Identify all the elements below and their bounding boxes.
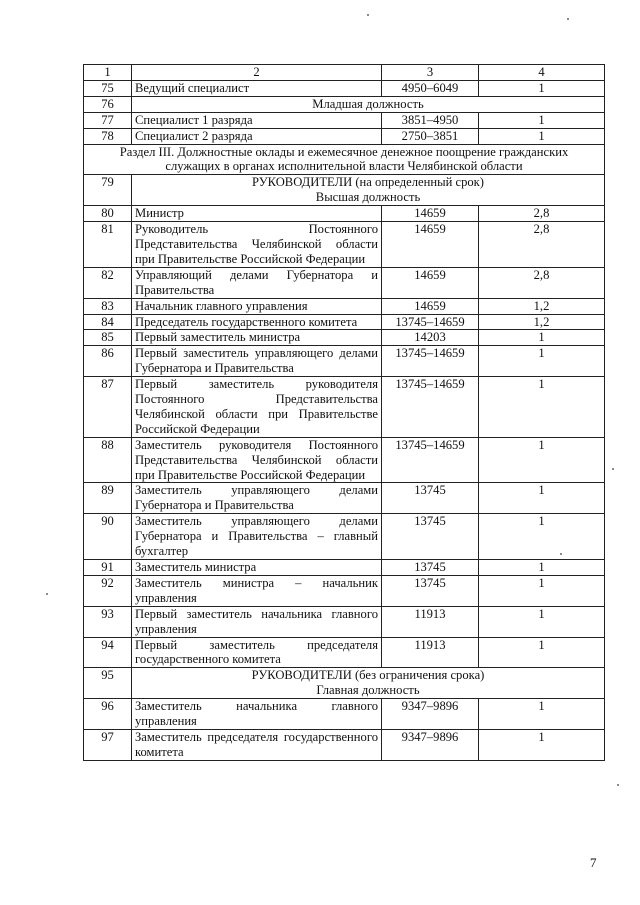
incentive-coefficient: 1: [479, 128, 605, 144]
incentive-coefficient: 1: [479, 80, 605, 96]
salary-range: 13745: [382, 483, 479, 514]
table-row: [84, 346, 605, 377]
salary-range: 14659: [382, 298, 479, 314]
incentive-coefficient: 1: [479, 637, 605, 668]
table-row: [84, 483, 605, 514]
row-number: 91: [84, 560, 132, 576]
salary-range: 13745–14659: [382, 377, 479, 438]
position-title: Управляющий делами Губернатора и Правительства: [132, 267, 382, 298]
scan-speck: [367, 14, 369, 16]
section-heading-line: РУКОВОДИТЕЛИ (на определенный срок): [252, 175, 484, 190]
row-number: 88: [84, 437, 132, 483]
row-number: 89: [84, 483, 132, 514]
salary-range: 2750–3851: [382, 128, 479, 144]
salary-range: 11913: [382, 606, 479, 637]
incentive-coefficient: 1: [479, 437, 605, 483]
salary-range: 13745: [382, 560, 479, 576]
header-col-2: 2: [132, 65, 382, 81]
table-row: [84, 699, 605, 730]
position-title: Первый заместитель министра: [132, 330, 382, 346]
incentive-coefficient: 2,8: [479, 222, 605, 268]
salary-range: 9347–9896: [382, 699, 479, 730]
row-number: 87: [84, 377, 132, 438]
salary-table: [83, 64, 605, 761]
position-title: Заместитель руководителя Постоянного Представительства Челябинской области при Правительстве Российской Федерации: [132, 437, 382, 483]
section-row: [84, 668, 605, 699]
header-col-3: 3: [382, 65, 479, 81]
incentive-coefficient: 1: [479, 699, 605, 730]
row-number: 97: [84, 729, 132, 760]
section-heading: [132, 96, 605, 112]
incentive-coefficient: 1: [479, 514, 605, 560]
section-row: [84, 175, 605, 206]
section-heading: [132, 175, 605, 206]
section-heading-line: РУКОВОДИТЕЛИ (без ограничения срока): [251, 668, 485, 683]
position-title: Заместитель председателя государственного комитета: [132, 729, 382, 760]
incentive-coefficient: 2,8: [479, 267, 605, 298]
position-title: Первый заместитель руководителя Постоянного Представительства Челябинской области при Правительстве Российской Федерации: [132, 377, 382, 438]
section-heading-line: Главная должность: [316, 683, 420, 698]
table-row: [84, 560, 605, 576]
position-title: Начальник главного управления: [132, 298, 382, 314]
incentive-coefficient: 1,2: [479, 298, 605, 314]
incentive-coefficient: 1: [479, 330, 605, 346]
table-row: [84, 606, 605, 637]
salary-range: 9347–9896: [382, 729, 479, 760]
row-number: 92: [84, 575, 132, 606]
section-heading-line: Младшая должность: [312, 96, 424, 111]
row-number: 93: [84, 606, 132, 637]
position-title: Ведущий специалист: [132, 80, 382, 96]
section-heading-line: Высшая должность: [315, 190, 421, 205]
position-title: Специалист 2 разряда: [132, 128, 382, 144]
position-title: Заместитель министра – начальник управления: [132, 575, 382, 606]
part-heading-line: Раздел III. Должностные оклады и ежемесячное денежное поощрение гражданских: [119, 144, 569, 159]
row-number: 83: [84, 298, 132, 314]
table-row: [84, 514, 605, 560]
position-title: Заместитель начальника главного управления: [132, 699, 382, 730]
section-heading: [132, 668, 605, 699]
row-number: 82: [84, 267, 132, 298]
table-row: [84, 80, 605, 96]
part-heading-row: [84, 144, 605, 175]
table-row: [84, 637, 605, 668]
salary-range: 13745: [382, 575, 479, 606]
position-title: Заместитель министра: [132, 560, 382, 576]
row-number: 81: [84, 222, 132, 268]
table-row: [84, 222, 605, 268]
salary-range: 14659: [382, 267, 479, 298]
table-row: [84, 437, 605, 483]
table-row: [84, 206, 605, 222]
salary-range: 13745–14659: [382, 314, 479, 330]
row-number: 75: [84, 80, 132, 96]
position-title: Первый заместитель председателя государственного комитета: [132, 637, 382, 668]
section-row: [84, 96, 605, 112]
scan-speck: [612, 468, 614, 470]
scan-speck: [567, 18, 569, 20]
incentive-coefficient: 1: [479, 377, 605, 438]
row-number: 86: [84, 346, 132, 377]
row-number: 80: [84, 206, 132, 222]
incentive-coefficient: 1: [479, 483, 605, 514]
incentive-coefficient: 1: [479, 575, 605, 606]
salary-range: 4950–6049: [382, 80, 479, 96]
position-title: Заместитель управляющего делами Губернатора и Правительства – главный бухгалтер: [132, 514, 382, 560]
scan-speck: [46, 593, 48, 595]
table-row: [84, 128, 605, 144]
incentive-coefficient: 1: [479, 346, 605, 377]
position-title: Специалист 1 разряда: [132, 112, 382, 128]
table-row: [84, 112, 605, 128]
table-row: [84, 729, 605, 760]
header-row: [84, 65, 605, 81]
incentive-coefficient: 1,2: [479, 314, 605, 330]
header-col-1: 1: [84, 65, 132, 81]
table-row: [84, 267, 605, 298]
salary-range: 11913: [382, 637, 479, 668]
header-col-4: 4: [479, 65, 605, 81]
row-number: 77: [84, 112, 132, 128]
row-number: 95: [84, 668, 132, 699]
row-number: 84: [84, 314, 132, 330]
row-number: 79: [84, 175, 132, 206]
row-number: 78: [84, 128, 132, 144]
position-title: Первый заместитель начальника главного управления: [132, 606, 382, 637]
scan-speck: [560, 553, 562, 555]
scan-speck: [617, 784, 619, 786]
part-heading-line: служащих в органах исполнительной власти Челябинской области: [165, 159, 523, 174]
row-number: 96: [84, 699, 132, 730]
incentive-coefficient: 1: [479, 606, 605, 637]
incentive-coefficient: 1: [479, 112, 605, 128]
row-number: 76: [84, 96, 132, 112]
salary-range: 14659: [382, 222, 479, 268]
position-title: Заместитель управляющего делами Губернатора и Правительства: [132, 483, 382, 514]
position-title: Руководитель Постоянного Представительства Челябинской области при Правительстве Российской Федерации: [132, 222, 382, 268]
salary-range: 13745: [382, 514, 479, 560]
row-number: 94: [84, 637, 132, 668]
row-number: 85: [84, 330, 132, 346]
row-number: 90: [84, 514, 132, 560]
table-row: [84, 298, 605, 314]
page-number: 7: [590, 855, 597, 870]
salary-range: 13745–14659: [382, 346, 479, 377]
incentive-coefficient: 1: [479, 560, 605, 576]
position-title: Первый заместитель управляющего делами Губернатора и Правительства: [132, 346, 382, 377]
salary-range: 13745–14659: [382, 437, 479, 483]
table-row: [84, 314, 605, 330]
part-heading: [84, 144, 605, 175]
salary-range: 3851–4950: [382, 112, 479, 128]
incentive-coefficient: 2,8: [479, 206, 605, 222]
table-row: [84, 575, 605, 606]
position-title: Министр: [132, 206, 382, 222]
position-title: Председатель государственного комитета: [132, 314, 382, 330]
table-row: [84, 377, 605, 438]
table-row: [84, 330, 605, 346]
incentive-coefficient: 1: [479, 729, 605, 760]
salary-range: 14659: [382, 206, 479, 222]
salary-range: 14203: [382, 330, 479, 346]
